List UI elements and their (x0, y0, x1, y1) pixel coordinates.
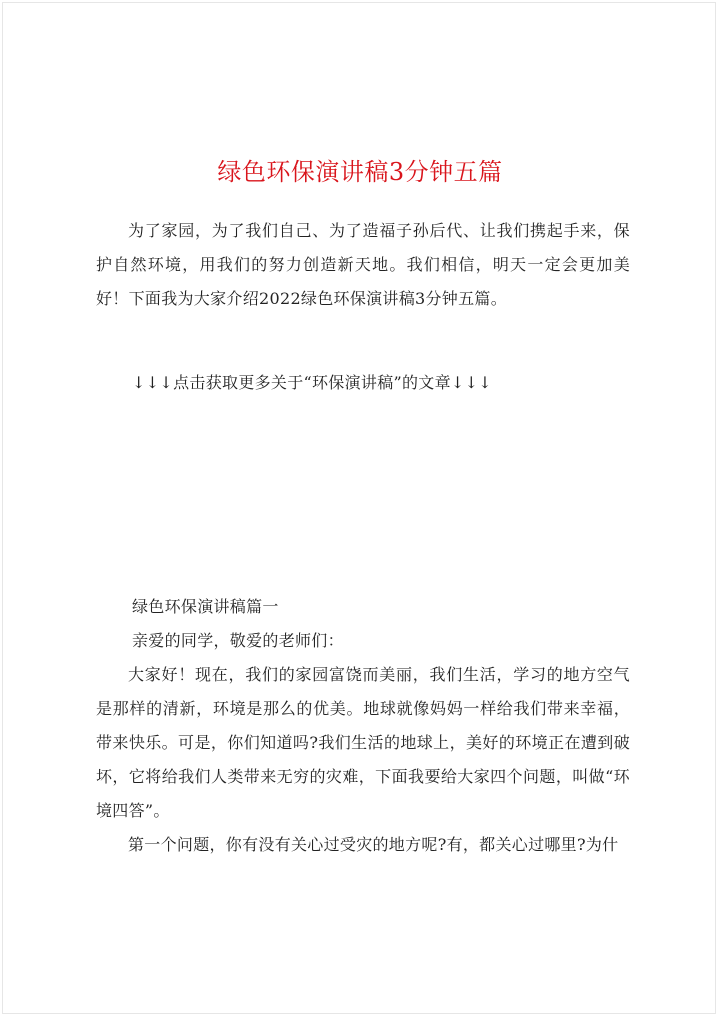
intro-paragraph: 为了家园，为了我们自己、为了造福子孙后代、让我们携起手来，保护自然环境，用我们的努力创造新天地。我们相信，明天一定会更加美好！下面我为大家介绍2022绿色环保演讲稿3分钟五篇。 (96, 221, 630, 308)
salutation: 亲爱的同学，敬爱的老师们： (132, 631, 344, 650)
body-paragraph-2: 第一个问题，你有没有关心过受灾的地方呢?有，都关心过哪里?为什 (128, 835, 619, 854)
body-paragraph-1: 大家好！现在，我们的家园富饶而美丽，我们生活，学习的地方空气是那样的清新，环境是那么的优美。地球就像妈妈一样给我们带来幸福，带来快乐。可是，你们知道吗?我们生活的地球上，美好的环境正在遭到破坏，它将给我们人类带来无穷的灾难，下面我要给大家四个问题，叫做“环境四答”。 (96, 665, 630, 820)
document-title: 绿色环保演讲稿3分钟五篇 (217, 158, 503, 186)
section-heading: 绿色环保演讲稿篇一 (132, 597, 279, 616)
related-articles-link[interactable]: ↓↓↓点击获取更多关于“环保演讲稿”的文章↓↓↓ (132, 373, 492, 392)
